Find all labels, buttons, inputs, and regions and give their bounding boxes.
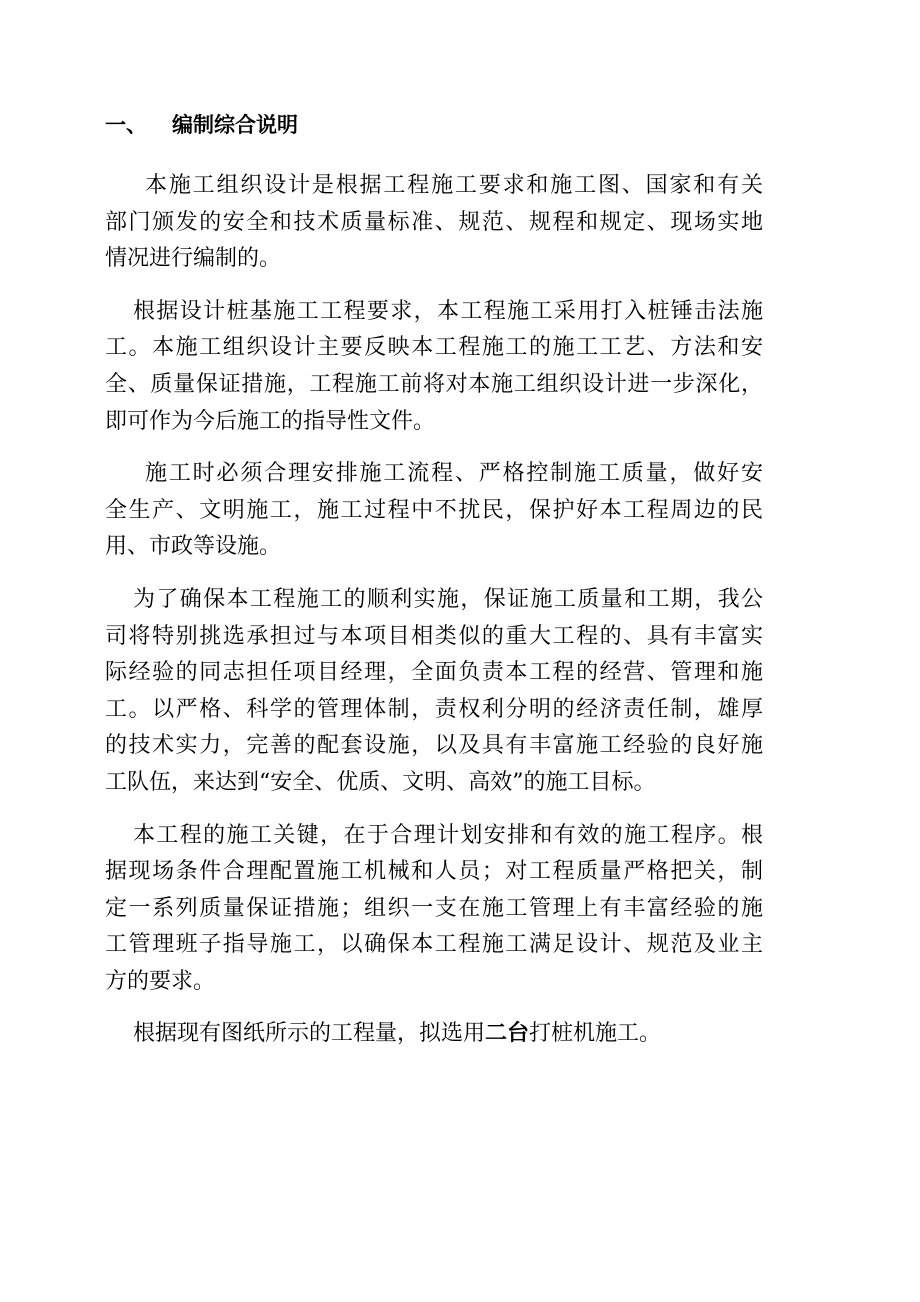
text-line: 即可作为今后施工的指导性文件。 xyxy=(105,408,436,434)
text-line: 工队伍，来达到“安全、优质、文明、高效”的施工目标。 xyxy=(105,769,656,795)
text-line: 方的要求。 xyxy=(105,968,216,994)
text-line: 工管理班子指导施工，以确保本工程施工满足设计、规范及业主 xyxy=(105,932,763,958)
text-line: 全生产、文明施工，施工过程中不扰民，保护好本工程周边的民 xyxy=(105,497,763,523)
text-line: 为了确保本工程施工的顺利实施，保证施工质量和工期，我公 xyxy=(133,586,763,612)
text-line: 工。本施工组织设计主要反映本工程施工的施工工艺、方法和安 xyxy=(105,335,763,361)
paragraph-method xyxy=(105,294,763,440)
paragraph-key-points xyxy=(105,818,763,1001)
section-title: 编制综合说明 xyxy=(172,113,298,137)
text-line: 的技术实力，完善的配套设施，以及具有丰富施工经验的良好施 xyxy=(105,733,763,759)
text-line: 定一系列质量保证措施；组织一支在施工管理上有丰富经验的施 xyxy=(105,895,763,921)
document-body xyxy=(105,168,763,1053)
text-line: 司将特别挑选承担过与本项目相类似的重大工程的、具有丰富实 xyxy=(105,623,763,649)
text-line: 情况进行编制的。 xyxy=(105,246,282,272)
section-heading xyxy=(105,106,298,142)
text-line: 根据设计桩基施工工程要求，本工程施工采用打入桩锤击法施 xyxy=(133,298,763,324)
section-number: 一、 xyxy=(105,113,147,137)
text-line: 施工时必须合理安排施工流程、严格控制施工质量，做好安 xyxy=(145,461,763,487)
text-line: 本施工组织设计是根据工程施工要求和施工图、国家和有关 xyxy=(145,173,763,198)
paragraph-basis xyxy=(105,168,763,278)
text-after: 打桩机施工。 xyxy=(529,1021,662,1047)
text-line: 本工程的施工关键，在于合理计划安排和有效的施工程序。根 xyxy=(133,822,763,848)
text-line: 用、市政等设施。 xyxy=(105,534,282,560)
paragraph-management xyxy=(105,582,763,802)
text-line: 据现场条件合理配置施工机械和人员；对工程质量严格把关，制 xyxy=(105,859,763,885)
text-line: 部门颁发的安全和技术质量标准、规范、规程和规定、现场实地 xyxy=(105,209,763,235)
text-line: 全、质量保证措施，工程施工前将对本施工组织设计进一步深化， xyxy=(105,371,763,397)
text-line: 际经验的同志担任项目经理，全面负责本工程的经营、管理和施 xyxy=(105,660,763,686)
emphasis-text: 二台 xyxy=(485,1021,530,1047)
text-line xyxy=(105,1016,763,1053)
text-line: 工。以严格、科学的管理体制，责权利分明的经济责任制，雄厚 xyxy=(105,696,763,722)
text-before: 根据现有图纸所示的工程量，拟选用 xyxy=(133,1021,486,1047)
paragraph-equipment xyxy=(105,1016,763,1053)
paragraph-safety xyxy=(105,456,763,566)
